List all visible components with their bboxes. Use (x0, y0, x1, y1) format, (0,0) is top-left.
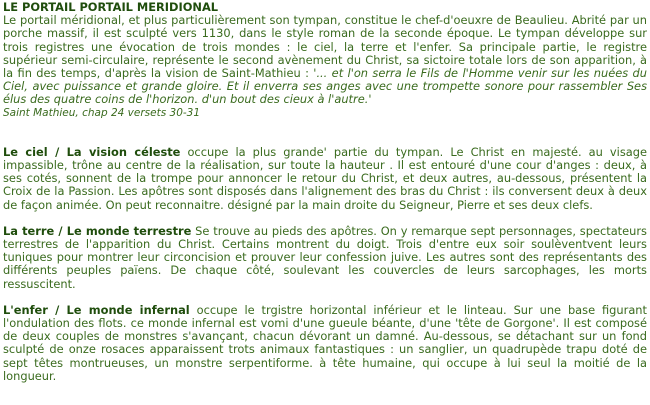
section-enfer-body: occupe le trgistre horizontal inférieur et le linteau. Sur une base figurant l'ondulation des flots. ce monde infernal est vomi d'une gueule béante, d'une 'tête de Gorgone'. Il est composé de deux couples de monstres s'avançant, chacun dévorant un damné. Au-dessous, se détachant sur un fond sculpté de onze rosaces apparaissent trots animaux fantastiques : un sanglier, un quadrupède trapu doté de sept têtes montrueuses, un monstre serpentiforme. à tête humaine, qui occupe à lui seul la moitié de la longueur. (3, 302, 647, 383)
section-terre-heading: La terre / Le monde terrestre (3, 223, 192, 238)
intro-quote-end: ' (368, 92, 372, 107)
intro-text: Le portail méridional, et plus particulièrement son tympan, constitue le chef-d'oeuxre de Beaulieu. Abrité par un porche massif, il est sculpté vers 1130, dans le style roman de la seconde époque. Le tympan développe sur trois registres une évocation de trois mondes : le ciel, la terre et l'enfer. Sa principale partie, le registre supérieur semi-circulaire, représente le second avènement du Christ, sa sictoire totale lors de son apparition, à la fin des temps, d'après la vision de Saint-Mathieu : ' (3, 13, 647, 81)
section-ciel-body: occupe la plus grande' partie du tympan. Le Christ en majesté. au visage impassible, trône au centre de la réalisation, sur toute la hauteur . Il est entouré d'une cour d'anges : deux, à ses cotés, sonnent de la trompe pour annoncer le retour du Christ, et deux autres, au-dessous, présentent la Croix de la Passion. Les apôtres sont disposés dans l'alignement des bras du Christ : ils conversent deux à deux de façon animée. On peut reconnaitre. désigné par la main droite du Seigneur, Pierre et ses deux clefs. (3, 144, 647, 212)
section-ciel (3, 146, 647, 212)
section-terre (3, 225, 647, 291)
quote-source: Saint Mathieu, chap 24 versets 30-31 (3, 106, 201, 119)
article (3, 0, 647, 383)
section-enfer (3, 304, 647, 383)
intro-quote: ... et l'on serra le Fils de l'Homme venir sur les nuées du Ciel, avec puissance et grande gloire. Et il enverra ses anges avec une trompette sonore pour rassembler Ses élus des quatre coins de l'horizon. d'un bout des cieux à l'autre. (3, 66, 647, 107)
section-terre-body: Se trouve au pieds des apôtres. On y remarque sept personnages, spectateurs terrestres de l'apparition du Christ. Certains montrent du doigt. Trois d'entre eux soir soulèventvent leurs tuniques pour montrer leur circoncision et prouver leur confession juive. Les autres sont des représentants des différents peuples païens. De chaque côté, soulevant les couvercles de leurs sarcophages, les morts ressuscitent. (3, 223, 647, 291)
intro-paragraph (3, 14, 647, 106)
section-ciel-heading: Le ciel / La vision céleste (3, 144, 181, 159)
page-title: LE PORTAIL PORTAIL MERIDIONAL (3, 0, 219, 14)
section-enfer-heading: L'enfer / Le monde infernal (3, 302, 190, 317)
